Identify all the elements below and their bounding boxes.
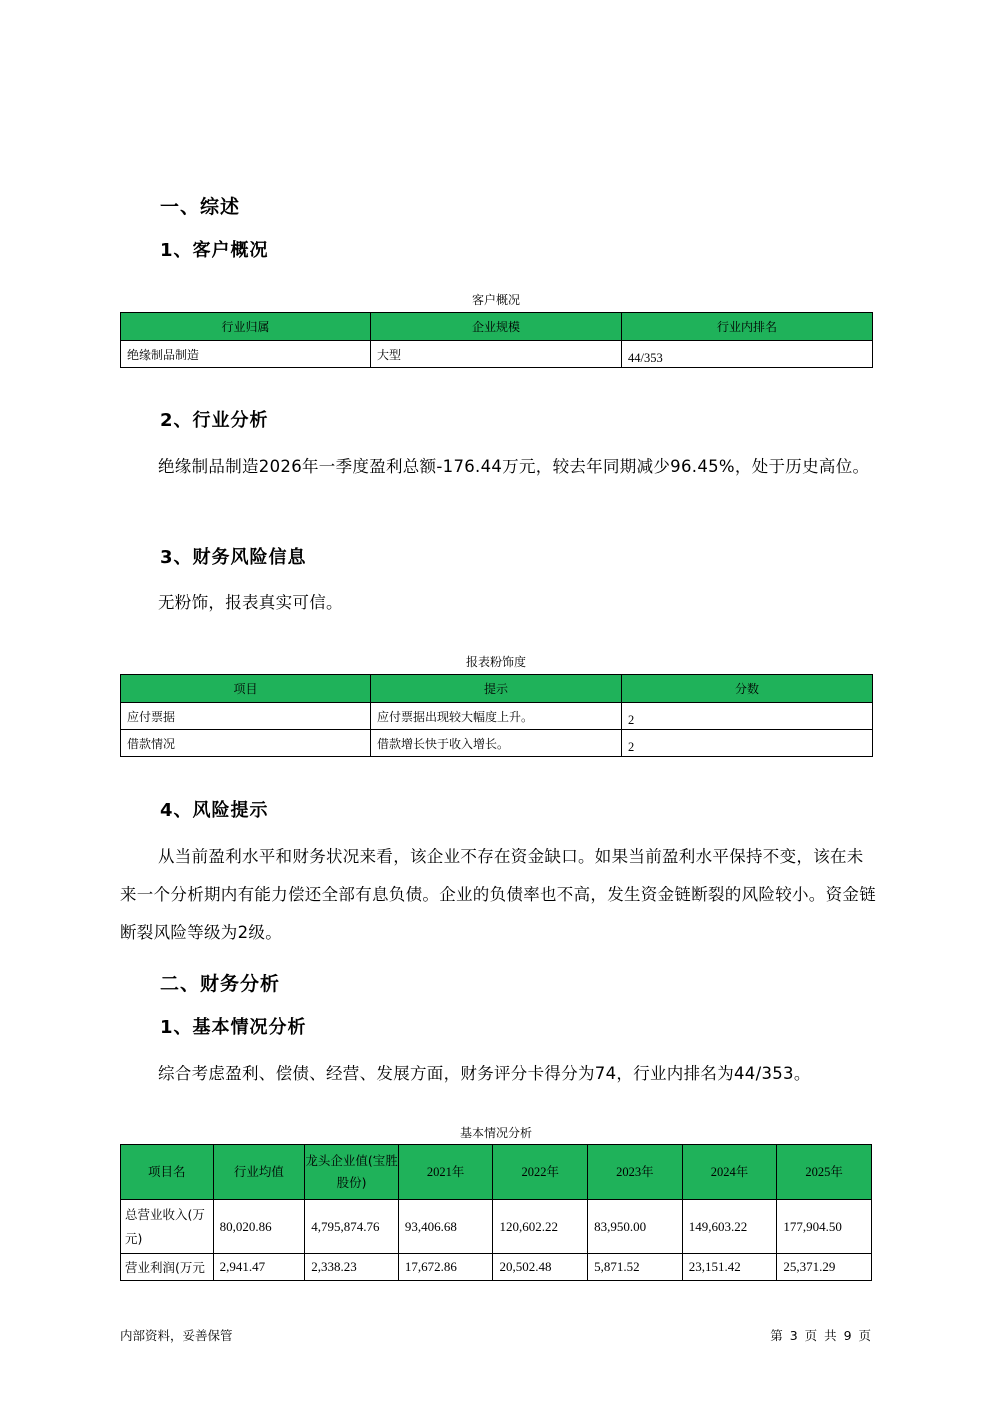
table-cell: 5,871.52 — [588, 1254, 683, 1281]
table-cell: 120,602.22 — [493, 1200, 588, 1254]
table-cell: 83,950.00 — [588, 1200, 683, 1254]
table-cell: 17,672.86 — [398, 1254, 493, 1281]
table-cell: 2 — [622, 703, 873, 730]
table-header-row — [121, 1145, 872, 1200]
table-cell: 大型 — [371, 341, 622, 368]
table-cell: 93,406.68 — [398, 1200, 493, 1254]
whitewash-table-caption: 报表粉饰度 — [465, 655, 526, 669]
header-cell: 提示 — [371, 675, 622, 703]
table-row — [121, 341, 873, 368]
table-cell: 借款情况 — [121, 730, 371, 757]
header-cell: 行业归属 — [121, 313, 371, 341]
header-cell: 企业规模 — [371, 313, 622, 341]
table-row — [121, 1254, 872, 1281]
footer-confidential-note: 内部资料，妥善保管 — [120, 1328, 233, 1343]
table-row — [121, 703, 873, 730]
header-cell: 项目名 — [121, 1145, 214, 1200]
table-cell: 借款增长快于收入增长。 — [371, 730, 622, 757]
header-cell: 行业均值 — [213, 1145, 305, 1200]
basic-analysis-text: 综合考虑盈利、偿债、经营、发展方面，财务评分卡得分为74，行业内排名为44/353。 — [158, 1064, 811, 1083]
basic-analysis-table — [120, 1144, 872, 1281]
table-cell: 149,603.22 — [682, 1200, 777, 1254]
customer-overview-table — [120, 312, 873, 368]
section-2-title: 二、财务分析 — [160, 973, 281, 995]
table-cell: 25,371.29 — [777, 1254, 872, 1281]
section-1-4-title: 4、风险提示 — [160, 800, 269, 821]
table-cell: 23,151.42 — [682, 1254, 777, 1281]
section-2-1-title: 1、基本情况分析 — [160, 1017, 307, 1038]
customer-table-caption: 客户概况 — [471, 293, 520, 307]
table-row — [121, 730, 873, 757]
table-cell: 2 — [622, 730, 873, 757]
section-1-1-title: 1、客户概况 — [160, 240, 269, 261]
table-cell: 2,338.23 — [305, 1254, 399, 1281]
table-cell: 营业利润(万元 — [121, 1254, 214, 1281]
table-header-row — [121, 313, 873, 341]
table-cell: 绝缘制品制造 — [121, 341, 371, 368]
risk-warning-text: 从当前盈利水平和财务状况来看，该企业不存在资金缺口。如果当前盈利水平保持不变，该在未来一个分析期内有能力偿还全部有息负债。企业的负债率也不高，发生资金链断裂的风险较小。资金链断裂风险等级为2级。 — [120, 847, 876, 942]
table-cell: 4,795,874.76 — [305, 1200, 399, 1254]
industry-analysis-text: 绝缘制品制造2026年一季度盈利总额-176.44万元，较去年同期减少96.45%，处于历史高位。 — [158, 457, 870, 476]
whitewash-table — [120, 674, 873, 757]
section-1-2-title: 2、行业分析 — [160, 410, 269, 431]
header-cell: 2021年 — [398, 1145, 493, 1200]
section-1-3-title: 3、财务风险信息 — [160, 547, 307, 568]
table-cell: 44/353 — [622, 341, 873, 368]
header-cell: 分数 — [622, 675, 873, 703]
table-cell: 20,502.48 — [493, 1254, 588, 1281]
page-number: 第 3 页 共 9 页 — [770, 1328, 871, 1343]
header-cell: 2023年 — [588, 1145, 683, 1200]
header-cell: 2025年 — [777, 1145, 872, 1200]
financial-risk-text: 无粉饰，报表真实可信。 — [158, 593, 343, 612]
table-cell: 应付票据 — [121, 703, 371, 730]
table-cell: 应付票据出现较大幅度上升。 — [371, 703, 622, 730]
table-header-row — [121, 675, 873, 703]
header-cell: 龙头企业值(宝胜股份) — [305, 1145, 399, 1200]
table-row — [121, 1200, 872, 1254]
section-1-title: 一、综述 — [160, 196, 241, 218]
header-cell: 行业内排名 — [622, 313, 873, 341]
header-cell: 2022年 — [493, 1145, 588, 1200]
basic-table-caption: 基本情况分析 — [459, 1126, 532, 1140]
table-cell: 80,020.86 — [213, 1200, 305, 1254]
table-cell: 总营业收入(万元) — [121, 1200, 214, 1254]
header-cell: 2024年 — [682, 1145, 777, 1200]
table-cell: 177,904.50 — [777, 1200, 872, 1254]
header-cell: 项目 — [121, 675, 371, 703]
table-cell: 2,941.47 — [213, 1254, 305, 1281]
